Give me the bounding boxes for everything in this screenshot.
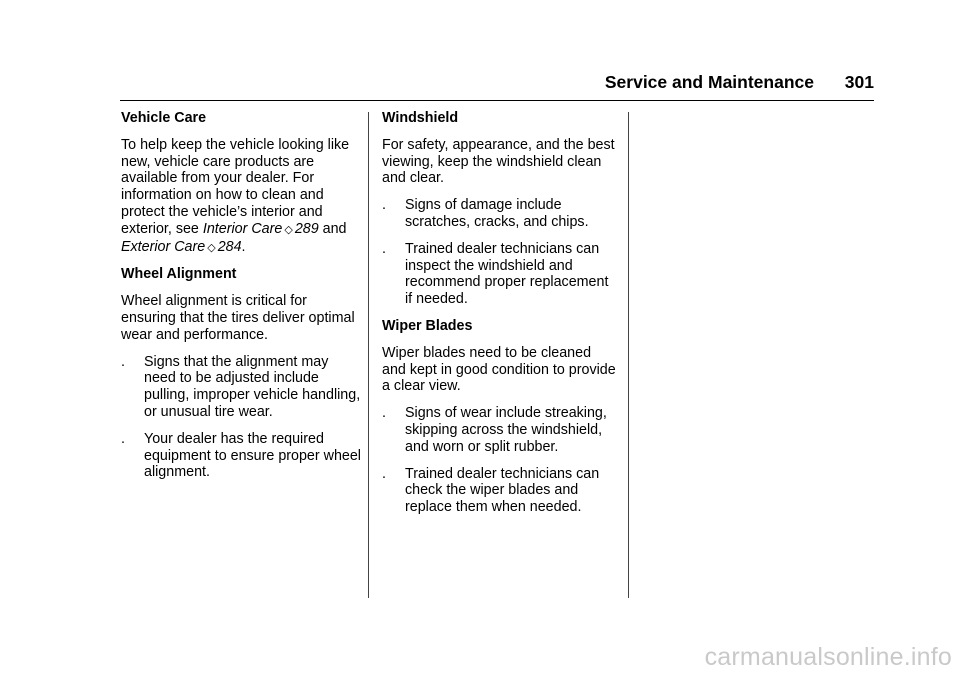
- middle-column: [382, 110, 618, 526]
- interior-care-page[interactable]: 289: [294, 220, 319, 237]
- windshield-heading: Windshield: [382, 110, 459, 126]
- sentence-end: .: [241, 238, 246, 255]
- and-text: and: [322, 220, 347, 237]
- interior-care-link[interactable]: Interior Care: [202, 220, 283, 237]
- bullet-icon: .: [121, 430, 125, 447]
- page-ref-icon: ◇: [284, 223, 293, 236]
- wheel-alignment-text: Wheel alignment is critical for ensuring that the tires deliver optimal wear and performance.: [121, 293, 355, 343]
- vehicle-care-text: [121, 137, 361, 257]
- bullet-icon: .: [382, 405, 386, 422]
- list-item: [382, 466, 618, 516]
- bullet-icon: .: [382, 465, 386, 482]
- list-item-text: Signs that the alignment may need to be adjusted include pulling, improper vehicle handling, or unusual tire wear.: [144, 353, 361, 420]
- bullet-icon: .: [121, 353, 125, 370]
- column-divider: [628, 112, 629, 598]
- list-item: [382, 197, 618, 231]
- bullet-icon: .: [382, 197, 386, 214]
- vehicle-care-intro: To help keep the vehicle looking like new, vehicle care products are available from your dealer. For information on how to clean and protect the vehicle’s interior and exterior, see: [121, 136, 350, 237]
- list-item: [382, 241, 618, 308]
- list-item-text: Trained dealer technicians can inspect the windshield and recommend proper replacement if needed.: [405, 240, 609, 308]
- windshield-text: For safety, appearance, and the best viewing, keep the windshield clean and clear.: [382, 136, 615, 187]
- exterior-care-page[interactable]: 284: [217, 238, 242, 255]
- list-item: [121, 431, 361, 481]
- list-item: [121, 354, 361, 421]
- section-title: Service and Maintenance: [604, 72, 814, 92]
- page-header: [120, 68, 874, 101]
- column-divider: [368, 112, 369, 598]
- wheel-alignment-heading: Wheel Alignment: [121, 266, 237, 283]
- list-item-text: Signs of damage include scratches, cracks, and chips.: [405, 197, 589, 230]
- watermark: carmanualsonline.info: [704, 643, 952, 671]
- left-column: [121, 110, 361, 491]
- bullet-icon: .: [382, 240, 386, 257]
- exterior-care-link[interactable]: Exterior Care: [121, 238, 206, 255]
- vehicle-care-heading: Vehicle Care: [121, 110, 207, 126]
- page-ref-icon: ◇: [207, 241, 216, 254]
- wiper-blades-text: Wiper blades need to be cleaned and kept in good condition to provide a clear view.: [382, 344, 616, 395]
- list-item-text: Trained dealer technicians can check the wiper blades and replace them when needed.: [405, 465, 600, 516]
- wiper-blades-heading: Wiper Blades: [382, 317, 473, 334]
- page-number: 301: [844, 72, 874, 92]
- list-item-text: Your dealer has the required equipment to ensure proper wheel alignment.: [144, 430, 361, 481]
- list-item-text: Signs of wear include streaking, skipping across the windshield, and worn or split rubber.: [405, 405, 607, 455]
- list-item: [382, 405, 618, 455]
